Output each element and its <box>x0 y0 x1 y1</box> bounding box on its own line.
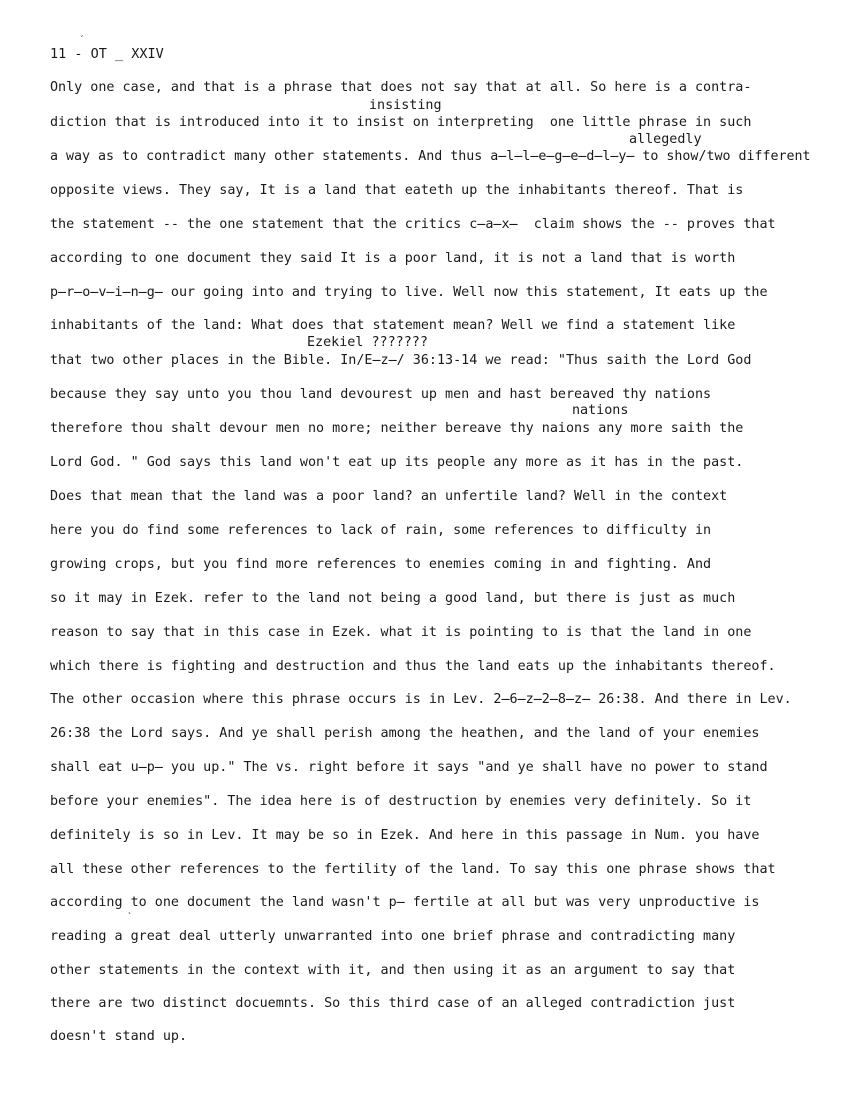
text-line: that two other places in the Bible. In/E̶z̶/ 36:13-14 we read: "Thus saith the Lord God <box>50 353 752 368</box>
text-line: growing crops, but you find more references to enemies coming in and fighting. And <box>50 557 712 572</box>
text-line: reading a great deal utterly unwarranted into one brief phrase and contradicting many <box>50 929 736 944</box>
insertion-ezekiel: Ezekiel ??????? <box>307 335 428 350</box>
text-line: because they say unto you thou land devourest up men and hast bereaved thy nations <box>50 387 712 402</box>
text-line: Only one case, and that is a phrase that does not say that at all. So here is a contra- <box>50 80 752 95</box>
text-line: all these other references to the fertility of the land. To say this one phrase shows that <box>50 862 776 877</box>
tick-mark-2: ˋ <box>127 912 134 923</box>
text-line: p̶r̶o̶v̶i̶n̶g̶ our going into and trying to live. Well now this statement, It eats up the <box>50 285 768 300</box>
page-header: 11 - OT _ XXIV <box>50 46 164 62</box>
text-line: 26:38 the Lord says. And ye shall perish among the heathen, and the land of your enemies <box>50 726 760 741</box>
text-line: shall eat u̶p̶ you up." The vs. right before it says "and ye shall have no power to stand <box>50 760 768 775</box>
text-line: diction that is introduced into it to insist on interpreting one little phrase in such <box>50 115 752 130</box>
text-line: which there is fighting and destruction and thus the land eats up the inhabitants thereof. <box>50 659 776 674</box>
text-line: according to one document they said It is a poor land, it is not a land that is worth <box>50 251 736 266</box>
text-line: therefore thou shalt devour men no more; neither bereave thy naions any more saith the <box>50 421 744 436</box>
tick-mark: ˊ <box>79 35 86 46</box>
text-line: Does that mean that the land was a poor land? an unfertile land? Well in the context <box>50 489 728 504</box>
text-line: opposite views. They say, It is a land that eateth up the inhabitants thereof. That is <box>50 183 744 198</box>
text-line: doesn't stand up. <box>50 1029 188 1044</box>
text-line: according to one document the land wasn't p̶ fertile at all but was very unproductive is <box>50 895 760 910</box>
text-line: a way as to contradict many other statements. And thus a̶l̶l̶e̶g̶e̶d̶l̶y̶ to show/two different <box>50 149 811 164</box>
text-line: reason to say that in this case in Ezek. what it is pointing to is that the land in one <box>50 625 752 640</box>
text-line: here you do find some references to lack of rain, some references to difficulty in <box>50 523 712 538</box>
text-line: before your enemies". The idea here is of destruction by enemies very definitely. So it <box>50 794 752 809</box>
text-line: there are two distinct docuemnts. So this third case of an alleged contradiction just <box>50 996 736 1011</box>
insertion-insisting: insisting <box>369 98 442 113</box>
text-line: definitely is so in Lev. It may be so in Ezek. And here in this passage in Num. you have <box>50 828 760 843</box>
text-line: the statement -- the one statement that the critics c̶a̶x̶ claim shows the -- proves that <box>50 217 776 232</box>
text-line: other statements in the context with it, and then using it as an argument to say that <box>50 963 736 978</box>
text-line: so it may in Ezek. refer to the land not being a good land, but there is just as much <box>50 591 736 606</box>
text-line: Lord God. " God says this land won't eat up its people any more as it has in the past. <box>50 455 744 470</box>
insertion-nations: nations <box>572 403 629 418</box>
insertion-allegedly: allegedly <box>629 132 702 147</box>
text-line: inhabitants of the land: What does that statement mean? Well we find a statement like <box>50 318 736 333</box>
text-line: The other occasion where this phrase occurs is in Lev. 2̶6̶z̶2̶8̶z̶ 26:38. And there in Lev. <box>50 692 792 707</box>
